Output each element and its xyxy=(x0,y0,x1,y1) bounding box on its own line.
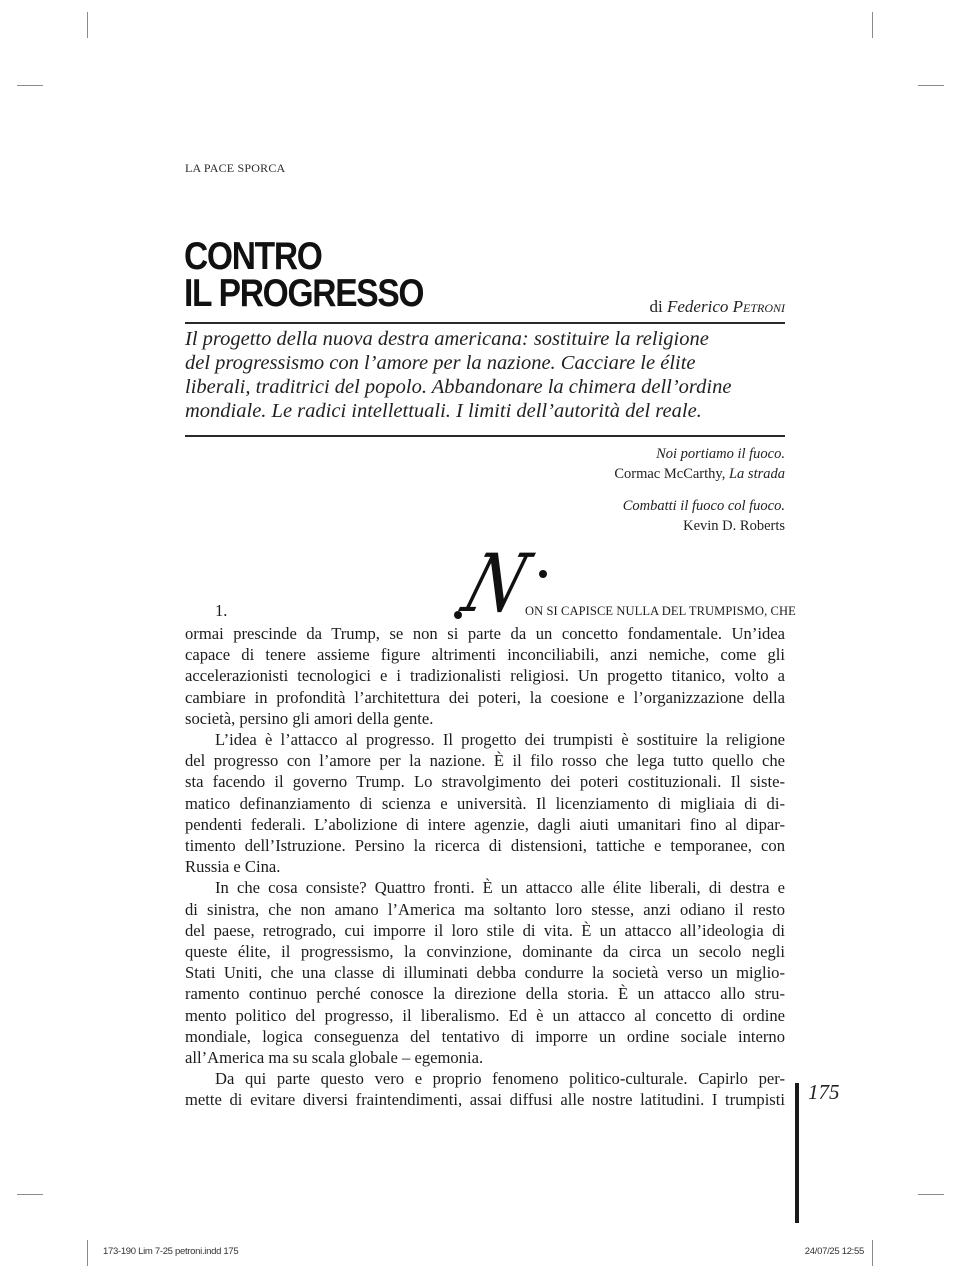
page-number-bar xyxy=(795,1083,799,1223)
title-line-1: CONTRO xyxy=(184,235,322,278)
text-line: timento dell’Istruzione. Persino la ricerca di distensioni, tattiche e temporanee, con xyxy=(185,836,785,856)
crop-mark-bottom-left-horizontal xyxy=(17,1194,43,1195)
text-line: capace di tenere assieme figure altrimenti inconciliabili, anzi nemiche, come gli xyxy=(185,645,785,665)
article-subtitle xyxy=(185,327,785,423)
epigraph-quote: Noi portiamo il fuoco. xyxy=(656,446,785,462)
text-line: cambiare in profondità l’architettura dei poteri, la coesione e l’organizzazione della xyxy=(185,687,785,707)
epigraph xyxy=(614,444,785,484)
crop-mark-bottom-right-horizontal xyxy=(918,1194,944,1195)
text-line: Stati Uniti, che una classe di illuminati debba condurre la società verso un miglio- xyxy=(185,963,785,983)
subtitle-line: del progressismo con l’amore per la nazione. Cacciare le élite xyxy=(185,352,696,374)
author-surname: Petroni xyxy=(732,297,785,316)
epigraph-work: La strada xyxy=(728,466,785,482)
byline xyxy=(650,297,785,317)
text-line: L’idea è l’attacco al progresso. Il progetto dei trumpisti è sostituire la religione xyxy=(215,730,785,750)
text-line: accelerazionisti tecnologici e i tradizionalisti religiosi. Un progetto titanico, volto a xyxy=(185,666,785,686)
text-line: di sinistra, che non amano l’America ma soltanto loro stesse, anzi odiano il resto xyxy=(185,899,785,919)
crop-mark-top-right-vertical xyxy=(872,12,873,38)
paragraph xyxy=(185,623,785,729)
subtitle-line: Il progetto della nuova destra americana: sostituire la religione xyxy=(185,328,709,350)
epigraphs xyxy=(614,444,785,548)
subtitle-line: liberali, traditrici del popolo. Abbandonare la chimera dell’ordine xyxy=(185,376,732,398)
paragraph xyxy=(185,877,785,1068)
article-title xyxy=(184,235,424,315)
text-line: ormai prescinde da Trump, se non si parte da un concetto fondamentale. Un’idea xyxy=(185,624,785,643)
byline-prefix: di xyxy=(649,297,663,316)
text-line: sta facendo il governo Trump. Lo stravolgimento dei poteri costituzionali. Il siste- xyxy=(185,772,785,792)
author-first-name: Federico xyxy=(667,297,729,316)
epigraph xyxy=(614,496,785,536)
crop-mark-top-right-horizontal xyxy=(918,85,944,86)
title-line-2: IL PROGRESSO xyxy=(184,272,424,315)
text-line: all’America ma su scala globale – egemonia. xyxy=(185,1048,484,1068)
opening-line xyxy=(185,537,796,630)
text-line: queste élite, il progressismo, la convinzione, dominante da circa un secolo negli xyxy=(185,942,785,962)
paragraph xyxy=(185,1068,785,1110)
subtitle-line: mondiale. Le radici intellettuali. I limiti dell’autorità del reale. xyxy=(185,400,702,422)
title-rule-top xyxy=(185,322,785,324)
epigraph-quote: Combatti il fuoco col fuoco. xyxy=(622,498,785,514)
epigraph-author: Cormac McCarthy, xyxy=(614,466,726,482)
text-line: matico definanziamento di scienza e università. Il licenziamento di migliaia di di- xyxy=(185,793,785,813)
text-line: mette di evitare diversi fraintendimenti, assai diffusi alle nostre latitudini. I trumpisti xyxy=(185,1090,785,1110)
epigraph-author: Kevin D. Roberts xyxy=(683,518,785,534)
crop-mark-bottom-left-vertical xyxy=(87,1240,88,1266)
lead-in-small-caps: ON SI CAPISCE NULLA DEL TRUMPISMO, CHE xyxy=(525,604,796,618)
slug-file-info: 173-190 Lim 7-25 petroni.indd 175 xyxy=(103,1246,239,1257)
drop-cap: N xyxy=(453,537,540,630)
text-line: In che cosa consiste? Quattro fronti. È un attacco alle élite liberali, di destra e xyxy=(215,878,785,898)
text-line: ramento continuo perché conosce la direzione della storia. È un attacco allo stru- xyxy=(185,984,785,1004)
crop-mark-top-left-horizontal xyxy=(17,85,43,86)
article-body xyxy=(185,537,796,1111)
slug-timestamp: 24/07/25 12:55 xyxy=(804,1246,864,1257)
crop-mark-top-left-vertical xyxy=(87,12,88,38)
text-line: del paese, retrogrado, cui imporre il loro stile di vita. È un attacco all’ideologia di xyxy=(185,920,785,940)
subtitle-rule-bottom xyxy=(185,435,785,437)
drop-cap-flourish-right xyxy=(539,570,547,578)
crop-mark-bottom-right-vertical xyxy=(872,1240,873,1266)
text-line: del progresso con l’amore per la nazione. È il filo rosso che lega tutto quello che xyxy=(185,751,785,771)
text-line: Da qui parte questo vero e proprio fenomeno politico-culturale. Capirlo per- xyxy=(215,1069,785,1089)
text-line: pendenti federali. L’abolizione di intere agenzie, dagli aiuti umanitari fino al dipar- xyxy=(185,814,785,834)
section-number: 1. xyxy=(215,601,228,620)
text-line: mondiale, logica conseguenza del tentativo di imporre un ordine sociale interno xyxy=(185,1026,785,1046)
epigraph-attribution xyxy=(614,464,785,484)
text-line: Russia e Cina. xyxy=(185,857,281,877)
epigraph-attribution xyxy=(614,516,785,536)
page-number: 175 xyxy=(808,1080,840,1104)
text-line: mento politico del progresso, il liberalismo. Ed è un attacco al concetto di ordine xyxy=(185,1005,785,1025)
paragraph xyxy=(185,729,785,877)
text-line: società, persino gli amori della gente. xyxy=(185,708,434,728)
running-head: LA PACE SPORCA xyxy=(185,161,286,175)
